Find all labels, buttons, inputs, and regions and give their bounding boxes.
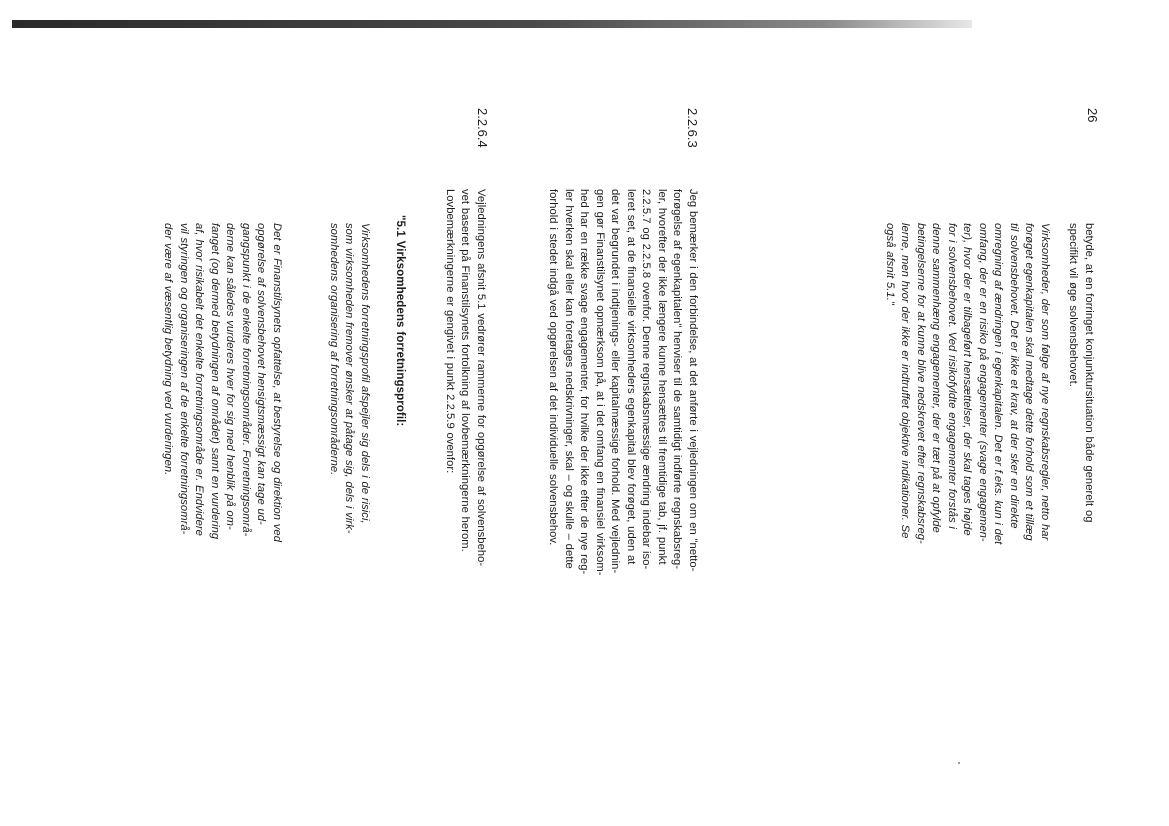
text-line: gen gør Finanstilsynet opmærksom på, at i det omfang en finansiel virksom-: [594, 189, 606, 576]
text-line: derne kan således vurderes hver for sig med henblik på om-: [224, 223, 237, 530]
text-line: forhold i stedet indgå ved opgørelsen af det individuelle solvensbehov.: [547, 189, 560, 546]
text-line: Virksomheder, der som følge af nye regnskabsregler, netto har: [1039, 223, 1051, 541]
text-line: vil styringen og organiseringen af de enkelte forretningsområ-: [178, 223, 190, 535]
text-line: Jeg bemærker i den forbindelse, at det anførte i vejledningen om en "netto-: [687, 189, 699, 572]
text-line: Vejledningens afsnit 5.1 vedrører rammerne for opgørelse af solvensbeho-: [475, 189, 487, 567]
text-line: specifikt vil øge solvensbehovet.: [1067, 223, 1080, 387]
text-line: vet baseret på Finanstilsynets fortolkning af lovbemærkningerne herom.: [459, 189, 472, 552]
text-line: også afsnit 5.1.": [884, 223, 896, 305]
text-line: af, hvor risikabelt det enkelte forretningsområde er. Endvidere: [193, 223, 206, 536]
quote-business-areas-paragraph: [160, 223, 284, 723]
text-line: gangspunkt i de enkelte forretningsområder. Forretningsområ-: [240, 223, 252, 537]
text-line: ler hverken skal eller kan foretages nedskrivninger, skal – og skulle – dette: [563, 189, 575, 569]
quote-solvency-paragraph: [882, 223, 1053, 723]
quote-business-profile-paragraph: [326, 223, 373, 723]
text-line: til solvensbehovet. Det er ikke et krav, at der sker en direkte: [1008, 223, 1020, 529]
text-line: forøget egenkapitalen skal medtage dette forhold som et tillæg: [1023, 223, 1036, 541]
text-line: Lovbemærkningerne er gengivet i punkt 2.2.5.9 ovenfor:: [444, 189, 456, 474]
text-line: omfang, der er en risiko på engagementer (svage engagemen-: [977, 223, 989, 542]
scanner-edge-bar: [12, 20, 972, 28]
text-line: leret set, at de finansielle virksomheders egenkapital blev forøget, uden at: [625, 189, 637, 565]
text-line: betingelserne for at kunne blive nedskrevet efter regnskabsreg-: [915, 223, 927, 544]
text-line: opgørelse af solvensbehovet hensigtsmæssigt kan tage ud-: [255, 223, 268, 525]
intro-paragraph: [1065, 223, 1096, 723]
text-line: omregning af ændringen i egenkapitalen. Det er f.eks. kun i det: [992, 223, 1005, 545]
text-line: hed har en række svage engagementer, for hvilke der ikke efter de nye reg-: [578, 189, 591, 575]
text-line: lerne, men hvor der ikke er indtruffet objektive indikationer. Se: [899, 223, 912, 539]
quote-heading-business-profile: "5.1 Virksomhedens forretningsprofil:: [394, 215, 407, 427]
text-line: somhedens organisering af forretningsområderne.: [328, 223, 340, 476]
text-line: som virksomheden fremover ønsker at påtage sig, dels i virk-: [343, 223, 356, 534]
text-line: der være af væsentlig betydning ved vurderingen.: [162, 223, 175, 476]
text-line: Det er Finanstilsynets opfattelse, at bestyrelse og direktion ved: [271, 223, 283, 542]
section-number-2263: 2.2.6.3: [685, 108, 700, 148]
page-number: 26: [1085, 108, 1100, 123]
text-line: betyde, at en forringet konjunktursituation både generelt og: [1083, 223, 1095, 523]
text-line: denne sammenhæng engagementer, der er tæt på at opfylde: [930, 223, 943, 533]
scan-speck: [958, 762, 960, 764]
text-line: Virksomhedens forretningsprofil afspejler sig dels i de risici,: [359, 223, 371, 524]
text-line: for i solvensbehovet. Ved risikofyldte engagementer forstås i: [946, 223, 958, 529]
section-number-2264: 2.2.6.4: [475, 108, 490, 148]
rotated-page: [110, 105, 1100, 745]
text-line: forøgelse af egenkapitalen" henviser til de samtidigt indførte regnskabsreg-: [671, 189, 684, 570]
section-2264-paragraph: [442, 189, 489, 729]
text-line: 2.2.5.7 og 2.2.5.8 ovenfor. Denne regnskabsmæssige ændring indebar iso-: [640, 189, 653, 570]
section-2263-paragraph: [545, 189, 700, 729]
text-line: ter), hvor der er tilbageført hensættelser, der skal tages højde: [961, 223, 974, 536]
text-line: det var begrundet i indtjenings- eller kapitalmæssige forhold. Med vejlednin-: [609, 189, 622, 574]
text-line: fanget (og dermed betydningen af området) samt en vurdering: [209, 223, 221, 540]
text-line: ler, hvorefter der ikke længere kunne hensættes til fremtidige tab, jf. punkt: [656, 189, 668, 565]
